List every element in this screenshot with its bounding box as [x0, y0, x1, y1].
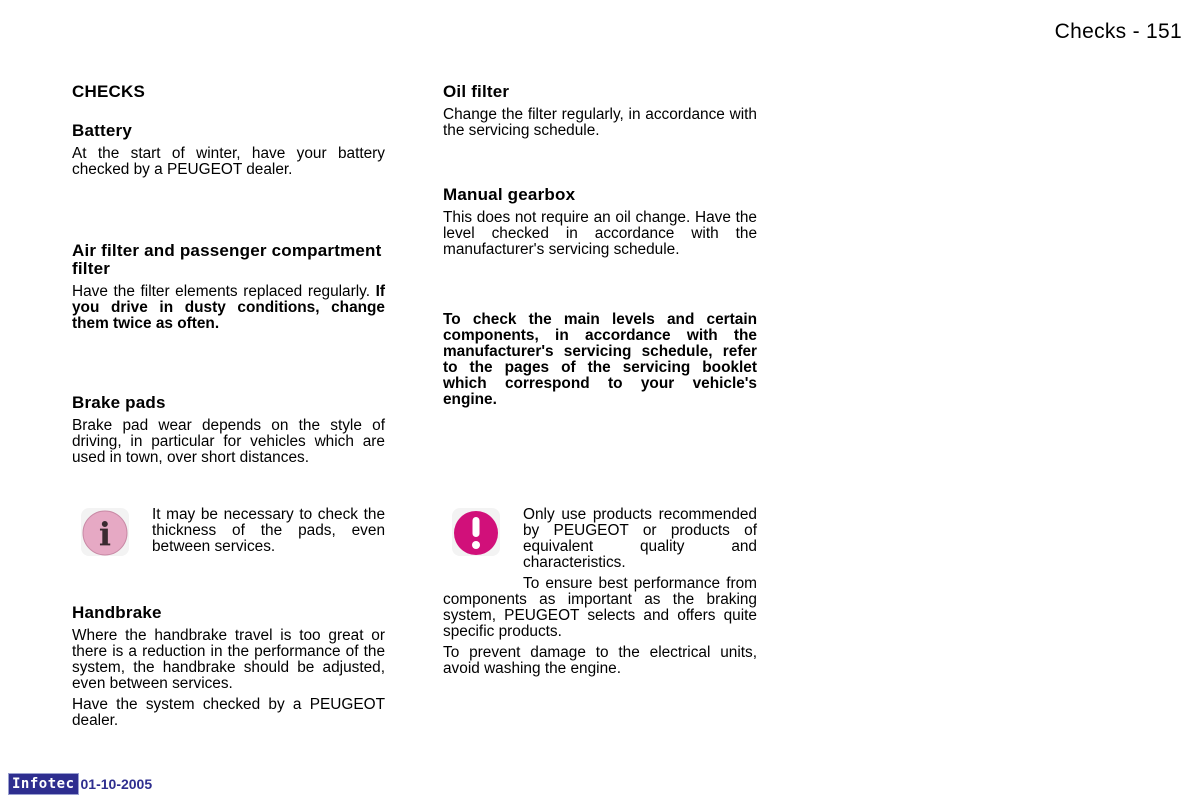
footer: [8, 773, 152, 795]
main-levels-bold: To check the main levels and certain components, in accordance with the manufacturer's servicing schedule, refer to the pages of the servicing booklet which correspond to your vehicle's engine.: [443, 311, 757, 408]
battery-text: At the start of winter, have your battery checked by a PEUGEOT dealer.: [72, 145, 385, 178]
air-filter-title: Air filter and passenger compartment filter: [72, 241, 382, 278]
manual-gearbox-section: [443, 186, 757, 258]
page-number: 151: [1146, 20, 1182, 43]
section-name: Checks: [1054, 20, 1127, 43]
footer-date: 01-10-2005: [80, 776, 153, 792]
manual-gearbox-text: This does not require an oil change. Have the level checked in accordance with the manufacturer's servicing schedule.: [443, 209, 757, 258]
warning-note-continuation: [443, 576, 757, 677]
warning-note-text-1: Only use products recommended by PEUGEOT or products of equivalent quality and characteristics.: [523, 506, 757, 571]
handbrake-section: [72, 604, 385, 729]
oil-filter-title: Oil filter: [443, 82, 510, 101]
main-levels-text: [443, 312, 757, 408]
warning-note-content: [523, 507, 757, 571]
brake-pads-text: Brake pad wear depends on the style of driving, in particular for vehicles which are used in town, over short distances.: [72, 417, 385, 466]
battery-section: [72, 122, 385, 178]
handbrake-text-2: Have the system checked by a PEUGEOT dealer.: [72, 696, 385, 729]
air-filter-section: [72, 242, 385, 332]
info-note-text: It may be necessary to check the thickness of the pads, even between services.: [152, 506, 385, 555]
warning-note-text-3: To prevent damage to the electrical units, avoid washing the engine.: [443, 644, 757, 677]
air-filter-bold: If you drive in dusty conditions, change them twice as often.: [72, 283, 385, 332]
oil-filter-section: [443, 83, 757, 139]
brake-pads-title: Brake pads: [72, 393, 166, 412]
handbrake-text-1: Where the handbrake travel is too great or there is a reduction in the performance of the system, the handbrake should be adjusted, even between services.: [72, 627, 385, 692]
warning-note-text-2: To ensure best performance from components as important as the braking system, PEUGEOT selects and offers quite specific products.: [443, 575, 757, 640]
info-note: [72, 507, 385, 573]
warning-icon: [451, 507, 501, 557]
checks-heading: CHECKS: [72, 82, 145, 101]
header-separator: -: [1126, 20, 1147, 43]
page-header: [1055, 20, 1182, 44]
manual-gearbox-title: Manual gearbox: [443, 185, 576, 204]
air-filter-plain: Have the filter elements replaced regularly.: [72, 283, 370, 300]
info-icon: [80, 507, 130, 557]
middle-column: [443, 0, 757, 800]
info-note-content: [152, 507, 385, 555]
main-levels-section: [443, 312, 757, 408]
svg-text:i: i: [98, 515, 112, 553]
warning-note: [443, 507, 757, 577]
left-column: [72, 0, 385, 800]
brake-pads-section: [72, 394, 385, 466]
handbrake-title: Handbrake: [72, 603, 162, 622]
oil-filter-text: Change the filter regularly, in accordance with the servicing schedule.: [443, 106, 757, 139]
battery-title: Battery: [72, 121, 132, 140]
infotec-logo: Infotec: [8, 773, 79, 795]
air-filter-text: [72, 284, 385, 332]
